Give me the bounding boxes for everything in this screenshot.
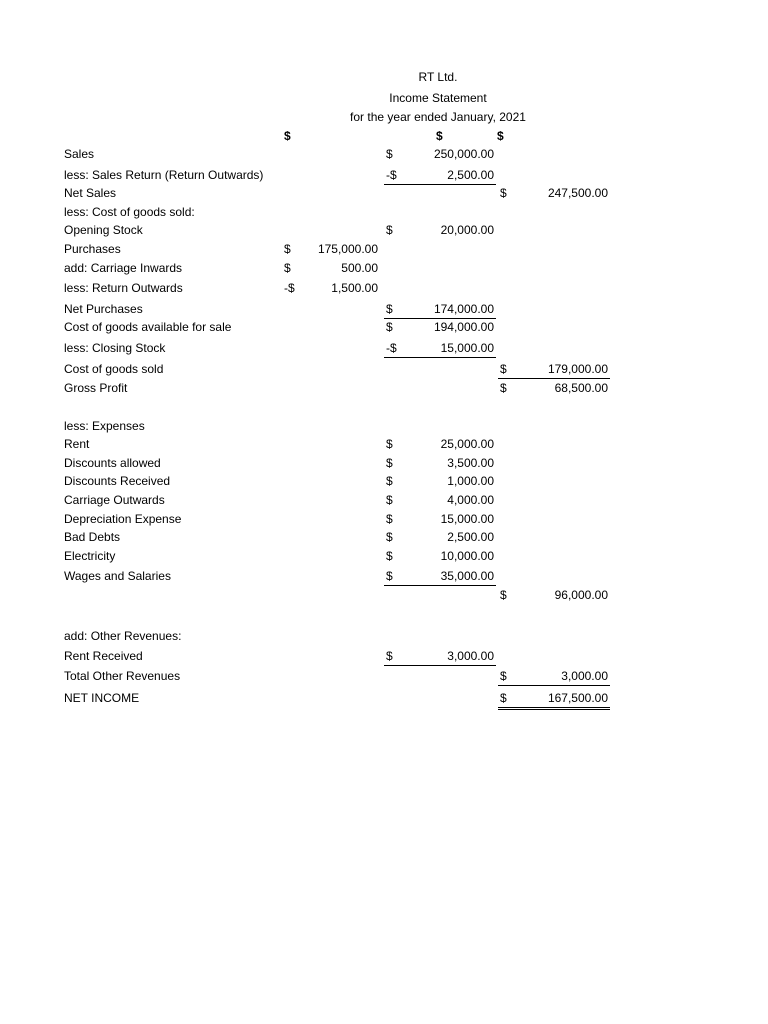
statement-row-net-sales — [0, 184, 768, 202]
column-1-currency-header: $ — [284, 129, 291, 143]
row-label: Cost of goods available for sale — [64, 320, 232, 334]
row-label: Discounts Received — [64, 474, 171, 488]
amount-cell: $ 35,000.00 — [384, 567, 496, 586]
amount-cell: $ 3,000.00 — [498, 667, 610, 686]
column-2-currency-header: $ — [436, 129, 443, 143]
amount-cell: $ 15,000.00 — [386, 512, 494, 526]
row-label: Electricity — [64, 549, 116, 563]
row-label: Sales — [64, 147, 95, 161]
amount-cell: $ 247,500.00 — [500, 186, 608, 200]
statement-row-total-other-revenues — [0, 667, 768, 685]
amount-cell: $ 25,000.00 — [386, 437, 494, 451]
statement-row-cogs — [0, 360, 768, 378]
statement-row-purchases — [0, 240, 768, 258]
statement-row-electricity — [0, 547, 768, 565]
statement-row-bad-debts — [0, 528, 768, 546]
statement-row-sales-return — [0, 166, 768, 184]
amount-cell: $ 10,000.00 — [386, 549, 494, 563]
statement-title: Income Statement — [389, 91, 487, 105]
statement-row-discounts-allowed — [0, 454, 768, 472]
amount-cell: $ 174,000.00 — [384, 300, 496, 319]
amount-cell: -$ 1,500.00 — [284, 281, 378, 295]
statement-row-total-expenses — [0, 586, 768, 604]
amount-cell: $ 4,000.00 — [386, 493, 494, 507]
company-name: RT Ltd. — [418, 70, 458, 84]
amount-cell: $ 167,500.00 — [498, 689, 610, 710]
amount-cell: $ 250,000.00 — [386, 147, 494, 161]
row-label: Carriage Outwards — [64, 493, 165, 507]
statement-row-sales — [0, 145, 768, 163]
statement-period: for the year ended January, 2021 — [350, 110, 526, 124]
amount-cell: $ 179,000.00 — [498, 360, 610, 379]
row-label: less: Return Outwards — [64, 281, 183, 295]
row-label: Rent — [64, 437, 90, 451]
statement-row-net-purchases — [0, 300, 768, 318]
statement-row-return-outwards — [0, 279, 768, 297]
statement-row-closing-stock — [0, 339, 768, 357]
statement-row-discounts-received — [0, 472, 768, 490]
amount-cell: $ 175,000.00 — [284, 242, 378, 256]
row-label: Opening Stock — [64, 223, 143, 237]
amount-cell: $ 3,000.00 — [384, 647, 496, 666]
statement-row-rent — [0, 435, 768, 453]
row-label: NET INCOME — [64, 691, 140, 705]
amount-cell: $ 96,000.00 — [500, 588, 608, 602]
row-label: Net Purchases — [64, 302, 143, 316]
statement-row-gross-profit — [0, 379, 768, 397]
row-label: less: Closing Stock — [64, 341, 166, 355]
statement-row-opening-stock — [0, 221, 768, 239]
row-label: Net Sales — [64, 186, 117, 200]
statement-row-goods-available — [0, 318, 768, 336]
row-label: Total Other Revenues — [64, 669, 181, 683]
statement-row-expenses-header — [0, 417, 768, 435]
statement-row-other-revenues-header — [0, 627, 768, 645]
section-label: less: Cost of goods sold: — [64, 205, 195, 219]
row-label: Cost of goods sold — [64, 362, 164, 376]
row-label: Wages and Salaries — [64, 569, 171, 583]
amount-cell: -$ 2,500.00 — [384, 166, 496, 185]
amount-cell: $ 20,000.00 — [386, 223, 494, 237]
statement-row-rent-received — [0, 647, 768, 665]
row-label: Bad Debts — [64, 530, 121, 544]
statement-row-carriage-outwards — [0, 491, 768, 509]
row-label: Discounts allowed — [64, 456, 161, 470]
row-label: Gross Profit — [64, 381, 128, 395]
statement-row-depreciation — [0, 510, 768, 528]
row-label: Rent Received — [64, 649, 143, 663]
amount-cell: $ 68,500.00 — [500, 381, 608, 395]
amount-cell: $ 3,500.00 — [386, 456, 494, 470]
amount-cell: -$ 15,000.00 — [384, 339, 496, 358]
amount-cell: $ 194,000.00 — [386, 320, 494, 334]
row-label: add: Carriage Inwards — [64, 261, 183, 275]
amount-cell: $ 1,000.00 — [386, 474, 494, 488]
row-label: Depreciation Expense — [64, 512, 182, 526]
statement-row-wages — [0, 567, 768, 585]
amount-cell: $ 500.00 — [284, 261, 378, 275]
amount-cell: $ 2,500.00 — [386, 530, 494, 544]
section-label: less: Expenses — [64, 419, 145, 433]
statement-row-cogs-header — [0, 203, 768, 221]
row-label: Purchases — [64, 242, 121, 256]
row-label: less: Sales Return (Return Outwards) — [64, 168, 264, 182]
statement-row-net-income — [0, 689, 768, 707]
column-3-currency-header: $ — [497, 129, 504, 143]
section-label: add: Other Revenues: — [64, 629, 182, 643]
statement-row-carriage-inwards — [0, 259, 768, 277]
